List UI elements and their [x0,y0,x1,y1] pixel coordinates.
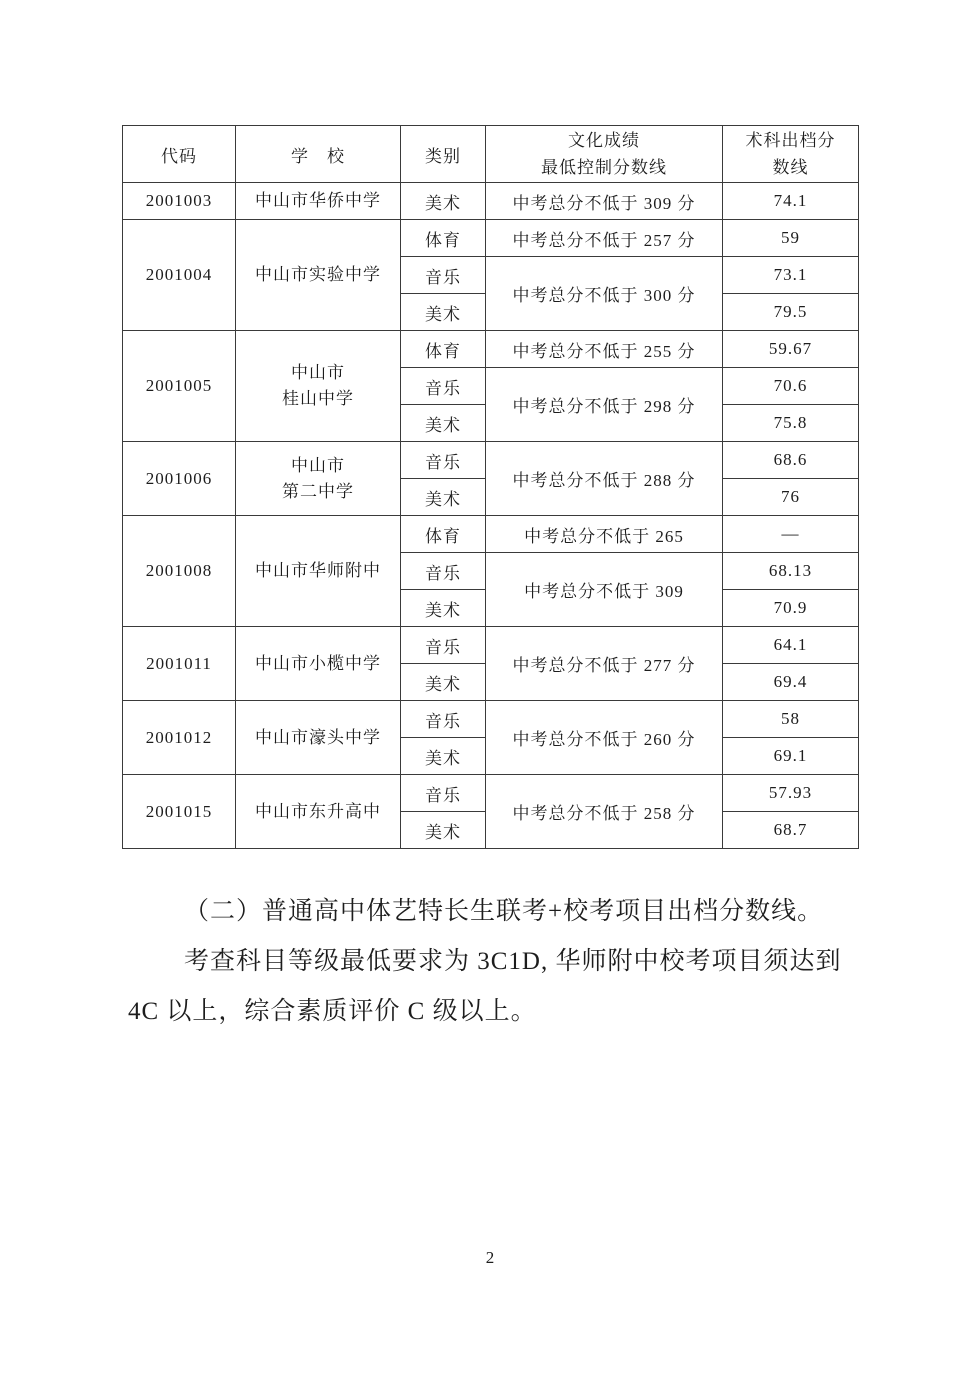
school-line: 中山市实验中学 [255,265,381,284]
header-tech-line1: 术科出档分 [745,131,836,150]
cell-culture: 中考总分不低于 288 分 [486,442,723,516]
cell-category: 体育 [401,331,486,368]
school-line: 第二中学 [282,481,354,501]
cell-culture: 中考总分不低于 260 分 [486,701,723,775]
cell-tech: 68.6 [723,442,859,479]
cell-school [236,183,401,220]
cell-category: 美术 [401,738,486,775]
header-tech-score [723,126,859,183]
cell-tech: 57.93 [723,775,859,812]
cell-tech: 64.1 [723,627,859,664]
notes-heading: （二）普通高中体艺特长生联考+校考项目出档分数线。 [184,898,824,925]
cell-tech: 69.4 [723,664,859,701]
cell-category: 音乐 [401,368,486,405]
cell-tech: 68.7 [723,812,859,849]
admission-score-table [122,125,859,849]
cell-tech: 76 [723,479,859,516]
header-tech-line2: 数线 [772,158,809,177]
cell-school [236,701,401,775]
page-number: 2 [485,1248,495,1267]
cell-culture: 中考总分不低于 258 分 [486,775,723,849]
table-row [123,516,859,553]
cell-culture: 中考总分不低于 277 分 [486,627,723,701]
table-row [123,627,859,664]
header-code: 代码 [123,126,236,183]
cell-culture: 中考总分不低于 265 [486,516,723,553]
notes-body-line1: 考查科目等级最低要求为 3C1D, 华师附中校考项目须达到 [184,948,842,975]
cell-category: 体育 [401,516,486,553]
notes-body-line2: 4C 以上，综合素质评价 C 级以上。 [128,998,537,1025]
cell-category: 音乐 [401,442,486,479]
cell-code: 2001005 [123,331,236,442]
table-row [123,331,859,368]
cell-category: 美术 [401,294,486,331]
cell-code: 2001003 [123,183,236,220]
table-row [123,775,859,812]
cell-culture: 中考总分不低于 298 分 [486,368,723,442]
cell-code: 2001011 [123,627,236,701]
school-line: 中山市 [291,363,345,382]
cell-tech: 75.8 [723,405,859,442]
table-row [123,701,859,738]
cell-tech: 58 [723,701,859,738]
cell-tech: 79.5 [723,294,859,331]
cell-code: 2001015 [123,775,236,849]
cell-tech: 59.67 [723,331,859,368]
header-culture-score [486,126,723,183]
cell-school [236,220,401,331]
cell-school [236,516,401,627]
cell-category: 音乐 [401,701,486,738]
cell-category: 音乐 [401,257,486,294]
cell-tech: 68.13 [723,553,859,590]
cell-category: 美术 [401,405,486,442]
header-culture-line2: 最低控制分数线 [541,158,667,177]
header-category: 类别 [401,126,486,183]
school-line: 中山市华师附中 [255,561,381,580]
table-row [123,220,859,257]
school-line: 中山市濠头中学 [255,727,381,747]
header-culture-line1: 文化成绩 [568,131,640,150]
school-line: 中山市 [291,455,345,475]
cell-code: 2001008 [123,516,236,627]
cell-tech: 74.1 [723,183,859,220]
cell-code: 2001004 [123,220,236,331]
cell-code: 2001012 [123,701,236,775]
cell-tech: 70.6 [723,368,859,405]
cell-school [236,442,401,516]
cell-culture: 中考总分不低于 300 分 [486,257,723,331]
cell-category: 美术 [401,590,486,627]
cell-category: 美术 [401,479,486,516]
cell-school [236,627,401,701]
table-row [123,183,859,220]
cell-culture: 中考总分不低于 257 分 [486,220,723,257]
header-school: 学 校 [236,126,401,183]
cell-school [236,775,401,849]
cell-tech: 69.1 [723,738,859,775]
notes-section [128,887,854,1037]
cell-tech: — [723,516,859,553]
cell-category: 音乐 [401,775,486,812]
table-header-row [123,126,859,183]
cell-culture: 中考总分不低于 309 [486,553,723,627]
table-row [123,442,859,479]
cell-category: 音乐 [401,553,486,590]
cell-school [236,331,401,442]
cell-category: 美术 [401,183,486,220]
school-line: 中山市小榄中学 [255,653,381,673]
cell-category: 音乐 [401,627,486,664]
cell-culture: 中考总分不低于 309 分 [486,183,723,220]
cell-category: 美术 [401,664,486,701]
cell-category: 美术 [401,812,486,849]
cell-tech: 70.9 [723,590,859,627]
school-line: 中山市华侨中学 [255,191,381,210]
cell-culture: 中考总分不低于 255 分 [486,331,723,368]
school-line: 中山市东升高中 [255,801,381,821]
cell-tech: 73.1 [723,257,859,294]
cell-tech: 59 [723,220,859,257]
school-line: 桂山中学 [282,389,354,408]
cell-code: 2001006 [123,442,236,516]
cell-category: 体育 [401,220,486,257]
